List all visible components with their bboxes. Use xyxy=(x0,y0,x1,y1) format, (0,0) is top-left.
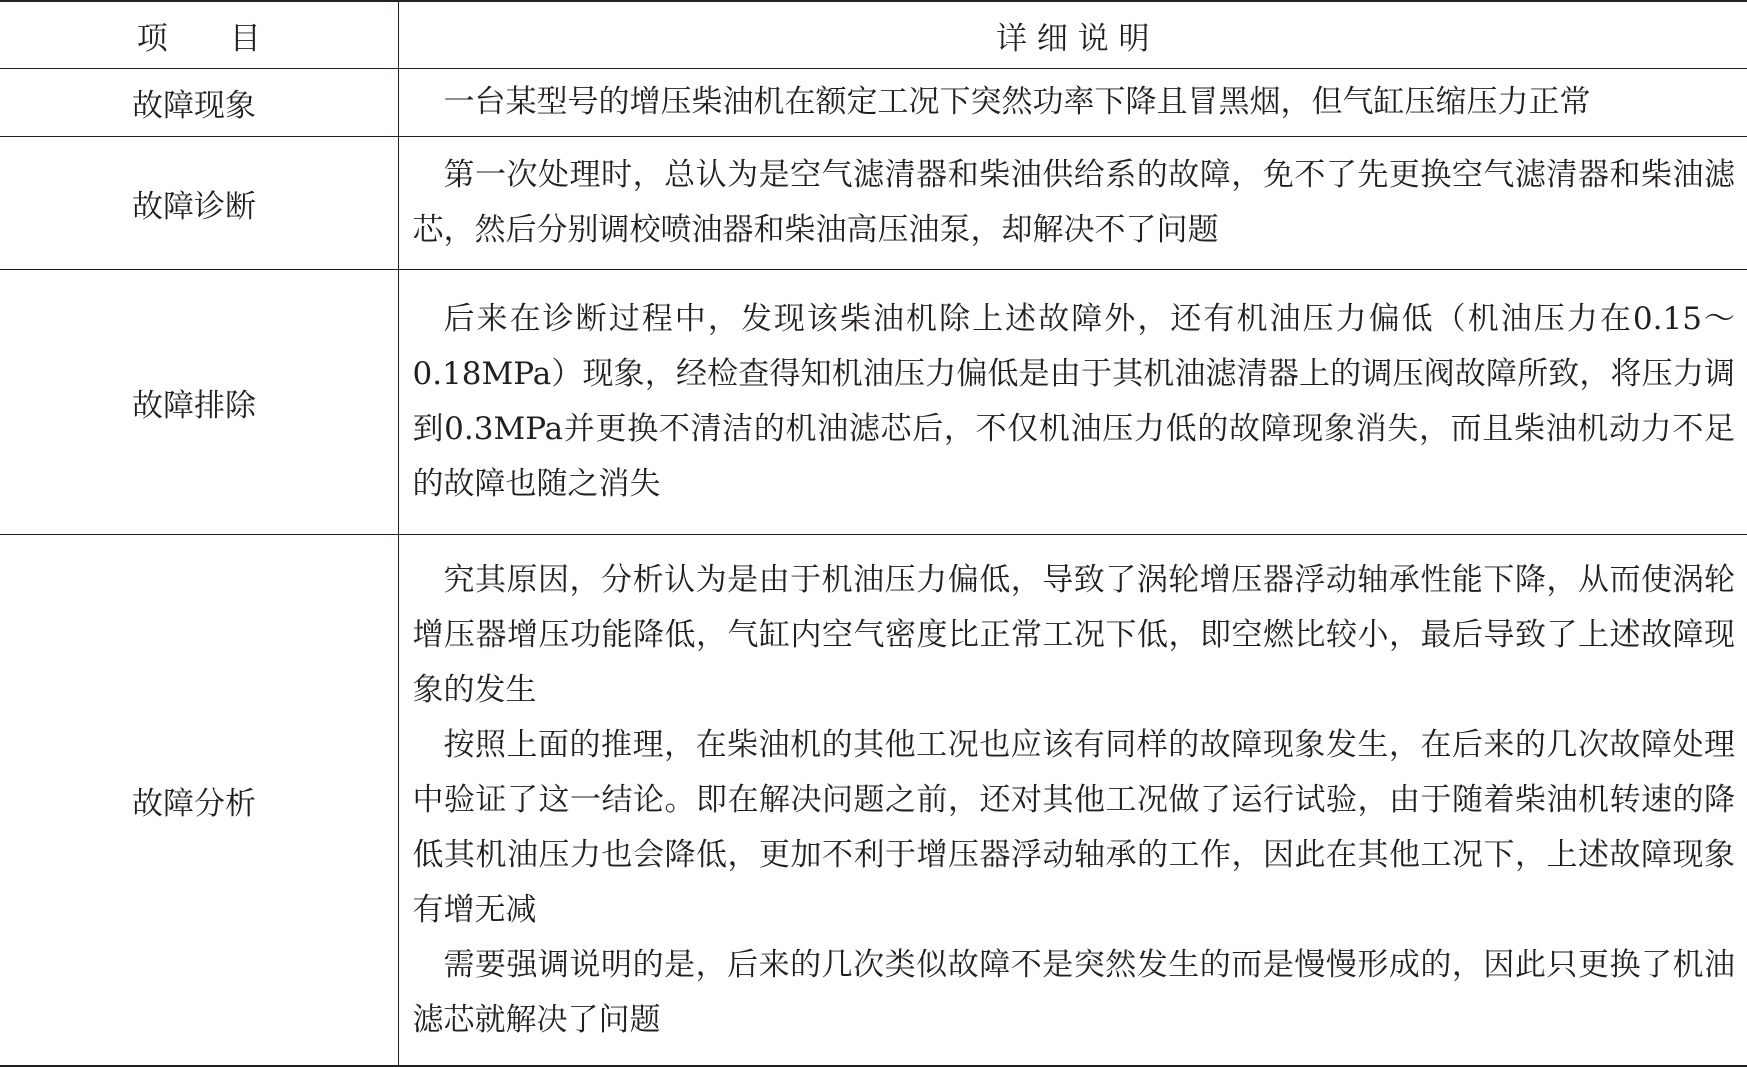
row-detail-diagnosis xyxy=(398,137,1747,270)
row-detail-removal xyxy=(398,270,1747,535)
row-item-diagnosis: 故障诊断 xyxy=(0,137,398,270)
detail-paragraph: 第一次处理时，总认为是空气滤清器和柴油供给系的故障，免不了先更换空气滤清器和柴油滤芯，然后分别调校喷油器和柴油高压油泵，却解决不了问题 xyxy=(412,157,1735,248)
table-row xyxy=(0,137,1747,270)
table-header-row xyxy=(0,1,1747,69)
row-detail-symptom xyxy=(398,69,1747,137)
header-item: 项 目 xyxy=(0,1,398,69)
header-detail: 详 细 说 明 xyxy=(398,1,1747,69)
table-row xyxy=(0,69,1747,137)
detail-paragraph: 究其原因，分析认为是由于机油压力偏低，导致了涡轮增压器浮动轴承性能下降，从而使涡轮增压器增压功能降低，气缸内空气密度比正常工况下低，即空燃比较小，最后导致了上述故障现象的发生 xyxy=(412,561,1735,708)
detail-paragraph: 需要强调说明的是，后来的几次类似故障不是突然发生的而是慢慢形成的，因此只更换了机油滤芯就解决了问题 xyxy=(412,946,1735,1038)
row-item-removal: 故障排除 xyxy=(0,270,398,535)
detail-paragraph: 按照上面的推理，在柴油机的其他工况也应该有同样的故障现象发生，在后来的几次故障处理中验证了这一结论。即在解决问题之前，还对其他工况做了运行试验，由于随着柴油机转速的降低其机油压力也会降低，更加不利于增压器浮动轴承的工作，因此在其他工况下，上述故障现象有增无减 xyxy=(412,726,1735,928)
row-item-symptom: 故障现象 xyxy=(0,69,398,137)
detail-paragraph: 一台某型号的增压柴油机在额定工况下突然功率下降且冒黑烟，但气缸压缩压力正常 xyxy=(443,84,1591,120)
table-row xyxy=(0,535,1747,1067)
row-detail-analysis xyxy=(398,535,1747,1067)
row-item-analysis: 故障分析 xyxy=(0,535,398,1067)
table-row xyxy=(0,270,1747,535)
detail-paragraph: 后来在诊断过程中，发现该柴油机除上述故障外，还有机油压力偏低（机油压力在0.15～0.18MPa）现象，经检查得知机油压力偏低是由于其机油滤清器上的调压阀故障所致，将压力调到0.3MPa并更换不清洁的机油滤芯后，不仅机油压力低的故障现象消失，而且柴油机动力不足的故障也随之消失 xyxy=(412,301,1735,502)
